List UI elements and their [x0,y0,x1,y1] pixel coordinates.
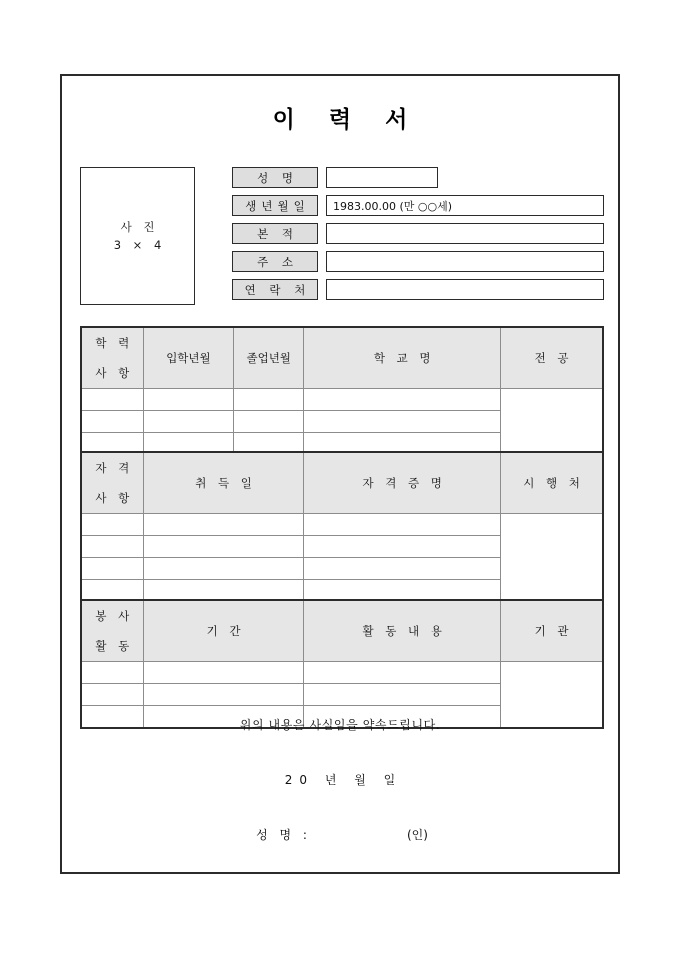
declaration-section [62,716,618,843]
photo-placeholder-box[interactable] [80,167,195,305]
cell-school[interactable] [234,389,304,411]
seal-label: (인) [406,828,428,842]
cell-organization[interactable] [304,662,501,684]
table-row [81,558,603,580]
input-contact[interactable] [326,279,604,300]
education-row-label-line-1: 학 력 [95,336,134,350]
education-col-admission: 입학년월 [143,327,233,389]
label-birthdate: 생년월일 [232,195,318,216]
cell-admission[interactable] [81,411,143,433]
table-row [81,389,603,411]
education-row-label [81,327,143,389]
volunteer-col-organization: 기 관 [501,600,603,662]
volunteer-row-label [81,600,143,662]
field-row-name [232,167,604,188]
certificates-row-label-line-2: 사 항 [95,491,134,505]
cell-graduation[interactable] [143,389,233,411]
cell-acquired-date[interactable] [81,514,143,536]
field-row-contact [232,279,604,300]
input-origin[interactable] [326,223,604,244]
table-row [81,411,603,433]
education-header-row [81,327,603,389]
certificates-header-row [81,452,603,514]
education-col-major: 전 공 [501,327,603,389]
table-row [81,514,603,536]
cell-acquired-date[interactable] [81,536,143,558]
cell-issuer[interactable] [304,536,501,558]
volunteer-header-row [81,600,603,662]
personal-field-list [232,167,604,300]
cell-period[interactable] [81,662,143,684]
page-title: 이 력 서 [272,107,421,133]
field-row-origin [232,223,604,244]
personal-info-section [80,167,604,307]
cell-acquired-date[interactable] [81,558,143,580]
signature-label: 성 명 : [256,828,311,842]
volunteer-row-label-line-2: 활 동 [95,639,134,653]
cell-major[interactable] [304,389,501,411]
education-row-label-line-2: 사 항 [95,366,134,380]
volunteer-row-label-line-1: 봉 사 [95,609,134,623]
education-col-graduation: 졸업년월 [234,327,304,389]
cell-issuer[interactable] [304,558,501,580]
cell-major[interactable] [304,411,501,433]
volunteer-table [80,599,604,729]
cell-issuer[interactable] [304,514,501,536]
label-contact: 연 락 처 [232,279,318,300]
resume-sheet [60,74,620,874]
label-address: 주 소 [232,251,318,272]
photo-size-label: 3 × 4 [113,238,166,252]
certificates-col-certificate-name: 자 격 증 명 [304,452,501,514]
table-row [81,536,603,558]
label-name: 성 명 [232,167,318,188]
input-address[interactable] [326,251,604,272]
table-row [81,662,603,684]
cell-school[interactable] [234,411,304,433]
certificates-row-label [81,452,143,514]
education-col-school: 학 교 명 [304,327,501,389]
volunteer-col-activity: 활 동 내 용 [304,600,501,662]
cell-activity[interactable] [143,684,304,706]
cell-admission[interactable] [81,389,143,411]
cell-period[interactable] [81,684,143,706]
label-origin: 본 적 [232,223,318,244]
field-row-birthdate [232,195,604,216]
pledge-text: 위의 내용은 사실임을 약속드립니다. [239,718,441,732]
certificates-col-issuer: 시 행 처 [501,452,603,514]
certificates-col-acquired-date: 취 득 일 [143,452,304,514]
input-birthdate[interactable]: 1983.00.00 (만 ○○세) [326,195,604,216]
input-name[interactable] [326,167,438,188]
signature-line [62,826,618,843]
certificates-row-label-line-1: 자 격 [95,461,134,475]
cell-organization[interactable] [304,684,501,706]
cell-certificate-name[interactable] [143,558,304,580]
photo-label: 사 진 [120,220,159,234]
cell-graduation[interactable] [143,411,233,433]
volunteer-col-period: 기 간 [143,600,304,662]
field-row-address [232,251,604,272]
cell-certificate-name[interactable] [143,514,304,536]
cell-activity[interactable] [143,662,304,684]
table-row [81,684,603,706]
cell-certificate-name[interactable] [143,536,304,558]
date-line[interactable]: 20 년 월 일 [284,773,403,787]
